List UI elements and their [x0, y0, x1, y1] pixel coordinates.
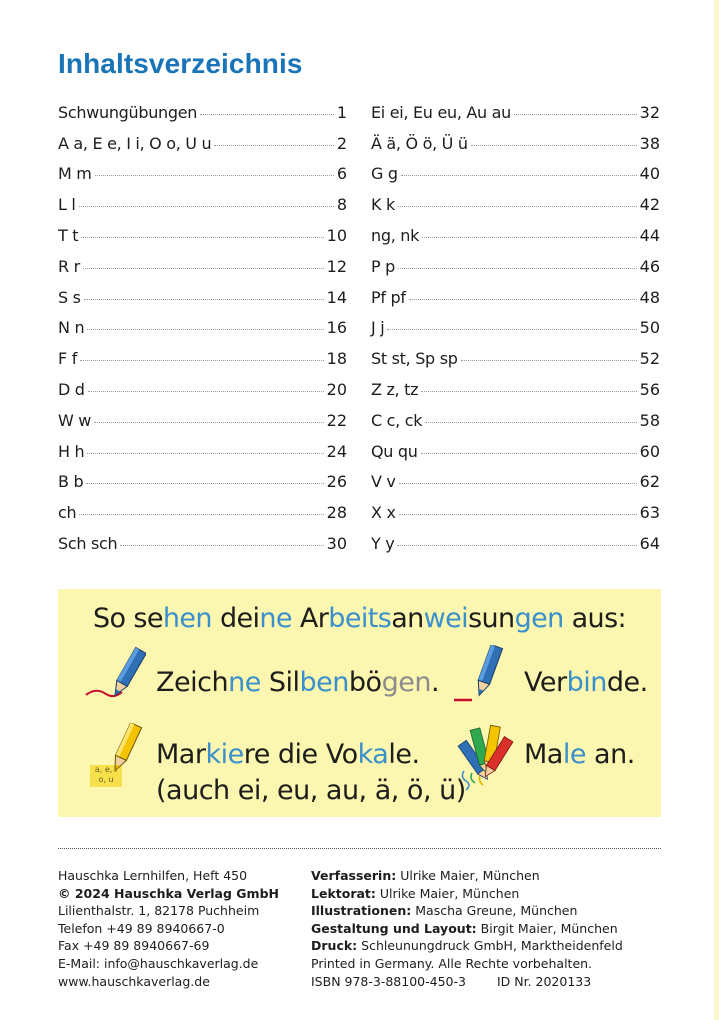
- syllable: se: [133, 603, 163, 634]
- toc-entry-label: R r: [58, 256, 80, 276]
- instructions-headline: [58, 603, 661, 634]
- toc-dot-leader: [461, 360, 637, 361]
- toc-entry-label: Y y: [371, 533, 395, 553]
- toc-entry: [371, 368, 660, 399]
- toc-dot-leader: [79, 206, 334, 207]
- credit-line: [311, 902, 623, 920]
- credit-line: [311, 920, 623, 938]
- credit-value: Ulrike Maier, München: [400, 868, 540, 883]
- imprint-email: E-Mail: info@hauschkaverlag.de: [58, 955, 259, 971]
- toc-entry-page: 58: [639, 410, 660, 430]
- toc-entry-label: Pf pf: [371, 287, 406, 307]
- vowel-sticker: [90, 765, 122, 785]
- toc-entry-label: L l: [58, 195, 76, 215]
- toc-entry-label: A a, E e, I i, O o, U u: [58, 133, 212, 153]
- toc-dot-leader: [422, 237, 637, 238]
- toc-entry-label: X x: [371, 503, 396, 523]
- toc-entry-page: 42: [639, 195, 660, 215]
- syllable: Ver: [524, 667, 567, 698]
- toc-entry: [58, 153, 347, 184]
- syllable: wei: [423, 603, 469, 634]
- toc-entry-page: 62: [639, 472, 660, 492]
- toc-entry: [371, 122, 660, 153]
- toc-dot-leader: [86, 483, 323, 484]
- toc-entry-label: Ä ä, Ö ö, Ü ü: [371, 133, 468, 153]
- syllable: Ar: [299, 603, 329, 634]
- toc-entry: [58, 183, 347, 214]
- toc-entry: [58, 91, 347, 122]
- toc-entry-page: 60: [639, 441, 660, 461]
- toc-entry-label: P p: [371, 256, 395, 276]
- syllable: bö: [348, 667, 382, 698]
- toc-dot-leader: [471, 145, 637, 146]
- credit-label: Gestaltung und Layout:: [311, 920, 477, 936]
- credit-line: [311, 885, 623, 903]
- toc-entry: [371, 91, 660, 122]
- toc-entry: [371, 153, 660, 184]
- instruction-color-in: [524, 737, 635, 773]
- toc-entry-page: 10: [326, 225, 347, 245]
- instruction-mark-vowels-note: (auch ei, eu, au, ä, ö, ü): [156, 775, 466, 806]
- toc-entry-page: 48: [639, 287, 660, 307]
- credit-label: Lektorat:: [311, 885, 376, 901]
- toc-entry-label: Ei ei, Eu eu, Au au: [371, 102, 512, 122]
- toc-entry-label: F f: [58, 349, 78, 369]
- imprint-fax: Fax +49 89 8940667-69: [58, 938, 210, 954]
- toc-entry-label: J j: [371, 318, 385, 338]
- toc-entry: [58, 430, 347, 461]
- toc-entry-page: 22: [326, 410, 347, 430]
- toc-entry-page: 50: [639, 318, 660, 338]
- toc-dot-leader: [95, 175, 334, 176]
- syllable: Mar: [156, 739, 206, 770]
- syllable: Ma: [524, 739, 563, 770]
- syllable: ben: [299, 667, 349, 698]
- toc-dot-leader: [94, 422, 324, 423]
- toc-entry-page: 46: [639, 256, 660, 276]
- toc-dot-leader: [81, 237, 323, 238]
- syllable: de.: [606, 667, 648, 698]
- toc-entry-label: H h: [58, 441, 85, 461]
- toc-entry-page: 12: [326, 256, 347, 276]
- imprint-separator: [58, 848, 661, 849]
- toc-dot-leader: [80, 360, 324, 361]
- toc-entry: [371, 214, 660, 245]
- syllable: So: [92, 603, 134, 634]
- credit-label: Druck:: [311, 938, 358, 954]
- toc-dot-leader: [397, 545, 636, 546]
- syllable: Sil: [268, 667, 300, 698]
- imprint-series: Hauschka Lernhilfen, Heft 450: [58, 868, 248, 883]
- toc-entry: [58, 337, 347, 368]
- pencil-blue-icon: [84, 645, 146, 703]
- toc-dot-leader: [399, 514, 637, 515]
- toc-dot-leader: [79, 514, 323, 515]
- syllable: an.: [585, 739, 635, 770]
- toc-dot-leader: [120, 545, 323, 546]
- imprint-phone: Telefon +49 89 8940667-0: [58, 920, 225, 936]
- credit-value: Mascha Greune, München: [415, 903, 578, 919]
- toc-entry-page: 44: [639, 225, 660, 245]
- syllable: ne: [228, 667, 269, 698]
- toc-dot-leader: [88, 391, 324, 392]
- syllable: gen: [381, 667, 431, 698]
- toc-entry-page: 63: [639, 503, 660, 523]
- toc-dot-leader: [398, 268, 637, 269]
- toc-left-column: [58, 91, 347, 553]
- toc-entry-page: 24: [326, 441, 347, 461]
- credit-line: [311, 937, 623, 955]
- toc-entry-label: St st, Sp sp: [371, 349, 458, 369]
- toc-entry-label: G g: [371, 164, 398, 184]
- syllable: beits: [328, 603, 392, 634]
- instructions-box: [58, 589, 661, 817]
- toc-dot-leader: [200, 114, 334, 115]
- toc-entry-label: C c, ck: [371, 410, 423, 430]
- toc-entry-label: D d: [58, 379, 85, 399]
- vowel-sticker-line: o, u: [98, 775, 114, 784]
- toc-entry-label: W w: [58, 410, 92, 430]
- toc-entry-page: 40: [639, 164, 660, 184]
- toc-dot-leader: [401, 175, 637, 176]
- syllable: ka: [357, 739, 389, 770]
- syllable: aus:: [571, 603, 627, 634]
- toc-entry-page: 16: [326, 318, 347, 338]
- syllable: hen: [162, 603, 220, 634]
- page-title: Inhaltsverzeichnis: [58, 48, 303, 79]
- syllable: le: [562, 739, 586, 770]
- toc-dot-leader: [421, 391, 636, 392]
- toc-entry: [58, 276, 347, 307]
- toc-entry: [371, 276, 660, 307]
- imprint-credits: [311, 867, 623, 990]
- toc-entry-page: 28: [326, 503, 347, 523]
- toc-entry: [58, 245, 347, 276]
- toc-entry: [371, 522, 660, 553]
- toc-entry: [58, 122, 347, 153]
- toc-entry-page: 1: [336, 102, 347, 122]
- toc-entry-label: Z z, tz: [371, 379, 419, 399]
- toc-dot-leader: [409, 299, 637, 300]
- syllable: bin: [566, 667, 607, 698]
- pencil-blue-connect-icon: [452, 645, 514, 705]
- toc-entry-label: T t: [58, 225, 79, 245]
- toc-entry-page: 14: [326, 287, 347, 307]
- colored-pencils-icon: [454, 723, 518, 791]
- syllable: .: [430, 667, 440, 698]
- toc-dot-leader: [87, 329, 323, 330]
- toc-entry: [371, 245, 660, 276]
- toc-entry-page: 2: [336, 133, 347, 153]
- toc-entry-page: 6: [336, 164, 347, 184]
- page-edge-strip: [714, 0, 719, 1020]
- syllable: sun: [468, 603, 515, 634]
- toc-entry: [371, 307, 660, 338]
- syllable: kie: [205, 739, 244, 770]
- imprint-copyright: © 2024 Hauschka Verlag GmbH: [58, 885, 279, 901]
- syllable: dei: [219, 603, 260, 634]
- toc-entry: [371, 399, 660, 430]
- credit-value: Birgit Maier, München: [480, 920, 618, 936]
- toc-entry-label: N n: [58, 318, 85, 338]
- imprint-publisher: [58, 867, 279, 990]
- toc-entry-page: 30: [326, 533, 347, 553]
- toc-entry-page: 8: [336, 195, 347, 215]
- toc-entry: [371, 337, 660, 368]
- syllable: gen: [514, 603, 572, 634]
- instruction-connect: [524, 665, 648, 701]
- vowel-sticker-line: a, e, i: [94, 765, 118, 774]
- syllable: ne: [259, 603, 300, 634]
- isbn: ISBN 978-3-88100-450-3: [311, 973, 466, 989]
- toc-entry-page: 18: [326, 349, 347, 369]
- toc-entry-label: V v: [371, 472, 396, 492]
- toc-dot-leader: [87, 453, 323, 454]
- toc-dot-leader: [399, 483, 637, 484]
- toc-entry-page: 56: [639, 379, 660, 399]
- toc-entry-label: K k: [371, 195, 395, 215]
- toc-entry-page: 52: [639, 349, 660, 369]
- toc-entry: [58, 368, 347, 399]
- toc-entry: [371, 491, 660, 522]
- imprint-website: www.hauschkaverlag.de: [58, 973, 210, 989]
- toc-dot-leader: [425, 422, 636, 423]
- toc-dot-leader: [398, 206, 637, 207]
- instruction-mark-vowels: [156, 737, 420, 773]
- toc-entry-label: S s: [58, 287, 81, 307]
- toc-entry: [58, 461, 347, 492]
- toc-entry-page: 26: [326, 472, 347, 492]
- toc-dot-leader: [83, 268, 324, 269]
- syllable: re die Vo: [243, 739, 358, 770]
- toc-entry: [58, 491, 347, 522]
- instruction-draw-arcs: [156, 665, 439, 701]
- toc-entry-page: 20: [326, 379, 347, 399]
- toc-entry: [371, 430, 660, 461]
- toc-entry: [58, 214, 347, 245]
- toc-entry-page: 64: [639, 533, 660, 553]
- credit-label: Verfasserin:: [311, 868, 397, 883]
- imprint-address: Lilienthalstr. 1, 82178 Puchheim: [58, 903, 260, 919]
- toc-entry-label: ng, nk: [371, 225, 420, 245]
- toc-entry: [58, 522, 347, 553]
- rights-notice: Printed in Germany. Alle Rechte vorbehalten.: [311, 955, 593, 971]
- toc-entry: [371, 461, 660, 492]
- toc-entry-page: 38: [639, 133, 660, 153]
- toc-entry-label: B b: [58, 472, 84, 492]
- credit-label: Illustrationen:: [311, 903, 412, 919]
- toc-entry-label: Qu qu: [371, 441, 418, 461]
- toc-dot-leader: [214, 145, 333, 146]
- syllable: Zeich: [156, 667, 229, 698]
- toc-dot-leader: [84, 299, 324, 300]
- credit-line: [311, 867, 623, 885]
- toc-entry-page: 32: [639, 102, 660, 122]
- credit-value: Ulrike Maier, München: [379, 885, 520, 901]
- syllable: an: [391, 603, 424, 634]
- toc-dot-leader: [387, 329, 636, 330]
- id-number: ID Nr. 2020133: [496, 973, 592, 989]
- toc-entry-label: Schwungübungen: [58, 102, 198, 122]
- toc-entry-label: Sch sch: [58, 533, 118, 553]
- toc-entry-label: M m: [58, 164, 92, 184]
- toc-dot-leader: [514, 114, 637, 115]
- credit-value: Schleunungdruck GmbH, Marktheidenfeld: [361, 938, 623, 954]
- toc-entry-label: ch: [58, 503, 77, 523]
- toc-entry: [58, 307, 347, 338]
- toc-dot-leader: [421, 453, 637, 454]
- toc-right-column: [371, 91, 660, 553]
- toc-entry: [58, 399, 347, 430]
- toc-entry: [371, 183, 660, 214]
- isbn-line: [311, 973, 623, 991]
- syllable: le.: [388, 739, 420, 770]
